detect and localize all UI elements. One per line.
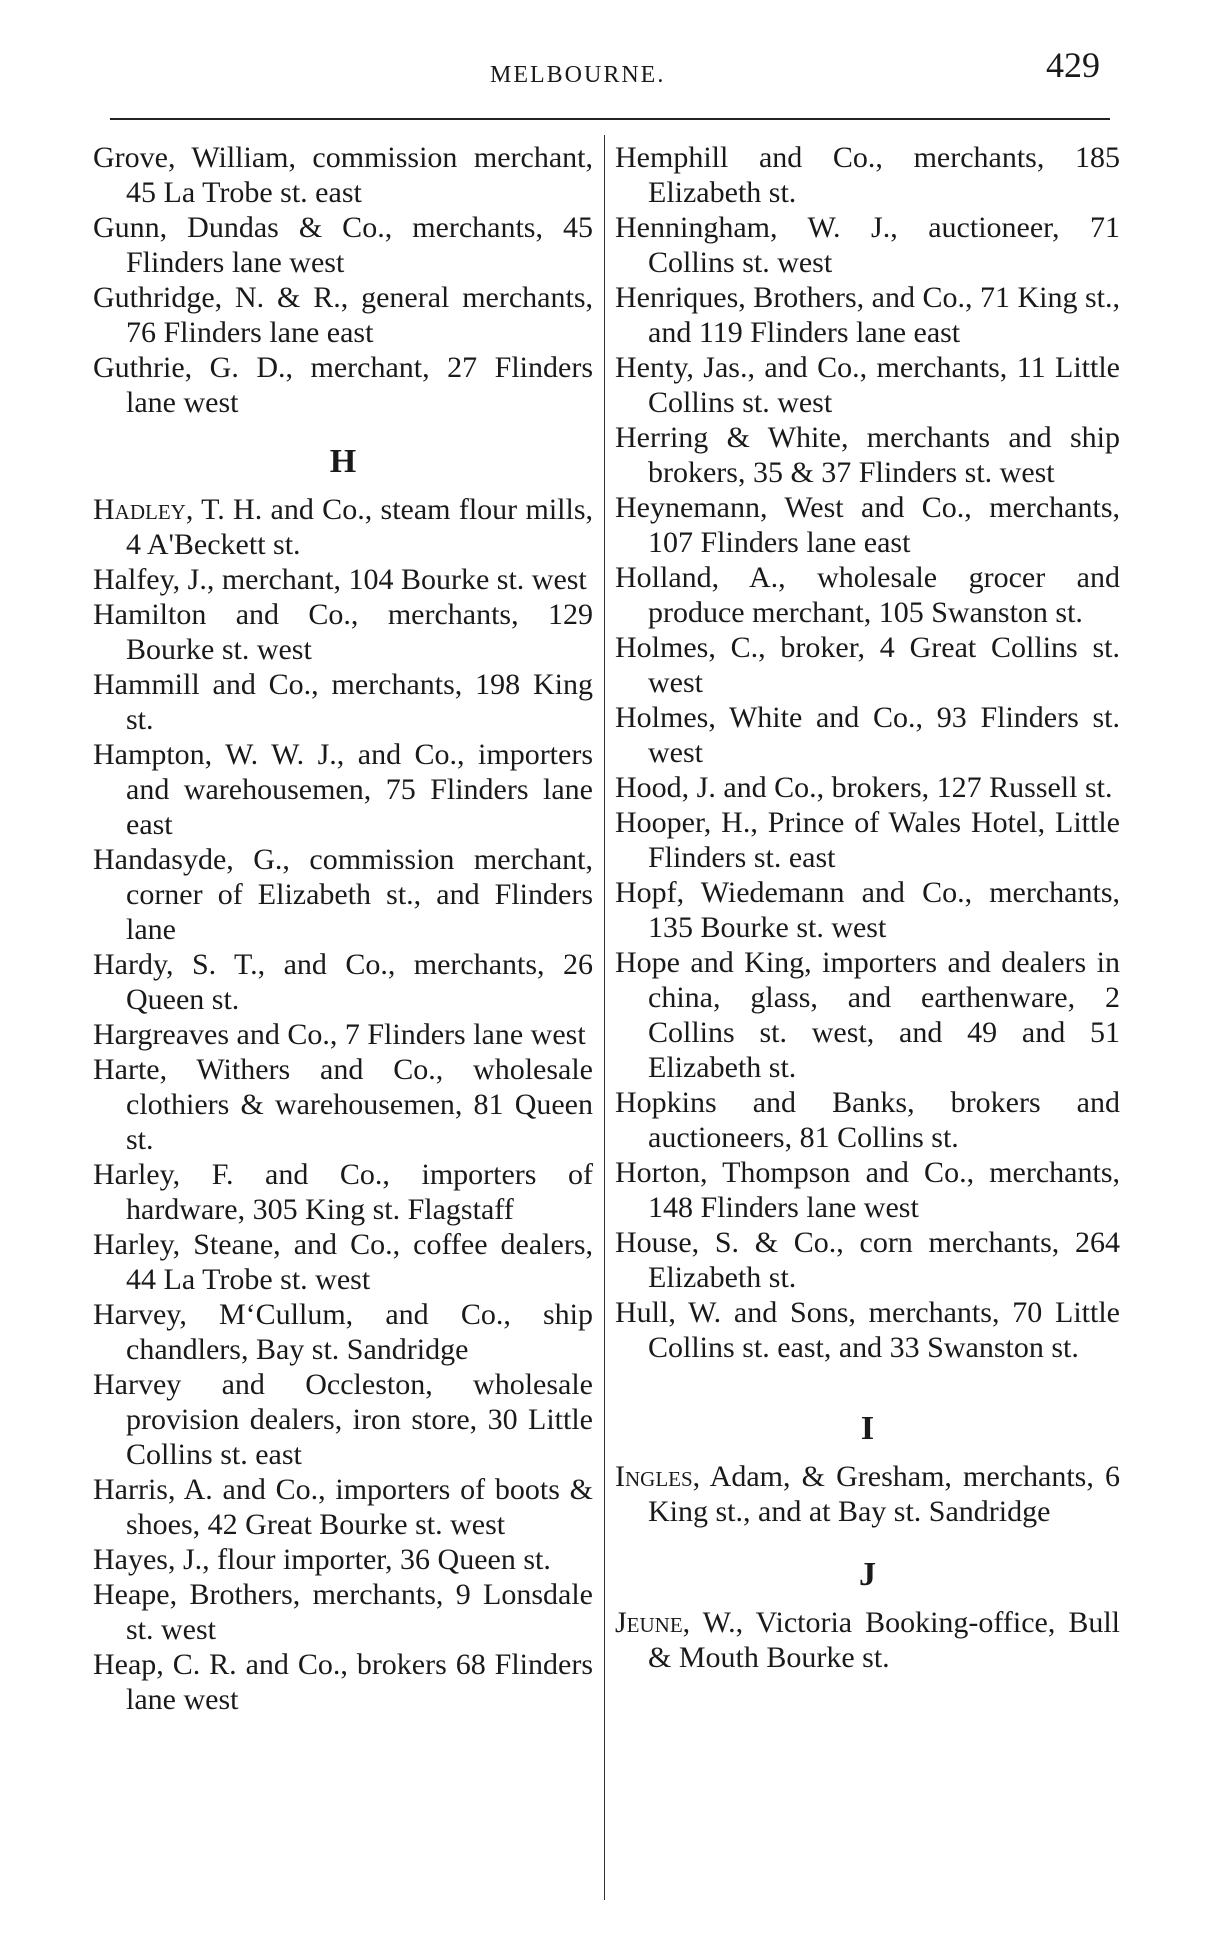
directory-entry: Heynemann, West and Co., merchants, 107 Flinders lane east xyxy=(615,491,1120,559)
entry-lead-name: Ingles xyxy=(615,1460,693,1493)
directory-entry: House, S. & Co., corn merchants, 264 Elizabeth st. xyxy=(615,1226,1120,1294)
header-rule xyxy=(110,118,1110,120)
directory-entry: Hopkins and Banks, brokers and auctioneers, 81 Collins st. xyxy=(615,1086,1120,1154)
directory-entry: Hargreaves and Co., 7 Flinders lane west xyxy=(93,1018,586,1051)
column-divider xyxy=(604,135,605,1900)
page-number: 429 xyxy=(1046,45,1100,85)
directory-entry: Hampton, W. W. J., and Co., importers and warehousemen, 75 Flinders lane east xyxy=(93,738,593,841)
directory-entry: Handasyde, G., commission merchant, corner of Elizabeth st., and Flinders lane xyxy=(93,843,593,946)
directory-entry: Guthridge, N. & R., general merchants, 76 Flinders lane east xyxy=(93,281,593,349)
directory-entry: Hood, J. and Co., brokers, 127 Russell st. xyxy=(615,771,1113,804)
directory-entry xyxy=(615,1459,1120,1529)
directory-entry: Hemphill and Co., merchants, 185 Elizabeth st. xyxy=(615,141,1120,209)
directory-entry: Harley, F. and Co., importers of hardware, 305 King st. Flagstaff xyxy=(93,1158,593,1226)
directory-entry: Hopf, Wiedemann and Co., merchants, 135 Bourke st. west xyxy=(615,876,1120,944)
directory-entry: Harley, Steane, and Co., coffee dealers, 44 La Trobe st. west xyxy=(93,1228,593,1296)
directory-entry: Hamilton and Co., merchants, 129 Bourke st. west xyxy=(93,598,593,666)
directory-entry xyxy=(93,492,593,562)
entry-rest: , T. H. and Co., steam flour mills, 4 A'Beckett st. xyxy=(126,493,593,561)
directory-entry: Halfey, J., merchant, 104 Bourke st. west xyxy=(93,563,587,596)
directory-entry: Grove, William, commission merchant, 45 La Trobe st. east xyxy=(93,141,593,209)
directory-entry: Hardy, S. T., and Co., merchants, 26 Queen st. xyxy=(93,948,593,1016)
entry-lead-name: Jeune xyxy=(615,1606,683,1639)
entry-rest: , W., Victoria Booking-office, Bull & Mouth Bourke st. xyxy=(648,1606,1120,1674)
directory-entry: Henningham, W. J., auctioneer, 71 Collins st. west xyxy=(615,211,1120,279)
entry-lead-name: Hadley xyxy=(93,493,186,526)
directory-entry: Guthrie, G. D., merchant, 27 Flinders lane west xyxy=(93,351,593,419)
running-header-title: MELBOURNE. xyxy=(490,62,666,88)
directory-entry: Gunn, Dundas & Co., merchants, 45 Flinders lane west xyxy=(93,211,593,279)
directory-entry: Harvey, M‘Cullum, and Co., ship chandlers, Bay st. Sandridge xyxy=(93,1298,593,1366)
section-heading-h: H xyxy=(329,443,357,480)
directory-entry: Henriques, Brothers, and Co., 71 King st., and 119 Flinders lane east xyxy=(615,281,1120,349)
directory-entry: Holmes, C., broker, 4 Great Collins st. west xyxy=(615,631,1120,699)
directory-entry: Hope and King, importers and dealers in china, glass, and earthenware, 2 Collins st. west, and 49 and 51 Elizabeth st. xyxy=(615,946,1120,1084)
directory-entry: Heap, C. R. and Co., brokers 68 Flinders lane west xyxy=(93,1648,593,1716)
directory-entry: Holmes, White and Co., 93 Flinders st. west xyxy=(615,701,1120,769)
directory-entry: Hull, W. and Sons, merchants, 70 Little Collins st. east, and 33 Swanston st. xyxy=(615,1296,1120,1364)
directory-entry: Henty, Jas., and Co., merchants, 11 Little Collins st. west xyxy=(615,351,1120,419)
directory-entry: Heape, Brothers, merchants, 9 Lonsdale st. west xyxy=(93,1578,593,1646)
directory-entry: Herring & White, merchants and ship brokers, 35 & 37 Flinders st. west xyxy=(615,421,1120,489)
directory-entry: Harte, Withers and Co., wholesale clothiers & warehousemen, 81 Queen st. xyxy=(93,1053,593,1156)
directory-entry xyxy=(615,1605,1120,1675)
directory-entry: Hammill and Co., merchants, 198 King st. xyxy=(93,668,593,736)
section-heading-i: I xyxy=(860,1410,875,1447)
section-heading-j: J xyxy=(859,1556,876,1593)
right-column xyxy=(615,140,1120,1675)
left-column xyxy=(93,140,593,1717)
directory-entry: Harvey and Occleston, wholesale provision dealers, iron store, 30 Little Collins st. east xyxy=(93,1368,593,1471)
directory-entry: Harris, A. and Co., importers of boots & shoes, 42 Great Bourke st. west xyxy=(93,1473,593,1541)
directory-entry: Hooper, H., Prince of Wales Hotel, Little Flinders st. east xyxy=(615,806,1120,874)
entry-rest: , Adam, & Gresham, merchants, 6 King st., and at Bay st. Sandridge xyxy=(648,1460,1120,1528)
directory-entry: Horton, Thompson and Co., merchants, 148 Flinders lane west xyxy=(615,1156,1120,1224)
directory-entry: Hayes, J., flour importer, 36 Queen st. xyxy=(93,1543,551,1576)
directory-entry: Holland, A., wholesale grocer and produce merchant, 105 Swanston st. xyxy=(615,561,1120,629)
